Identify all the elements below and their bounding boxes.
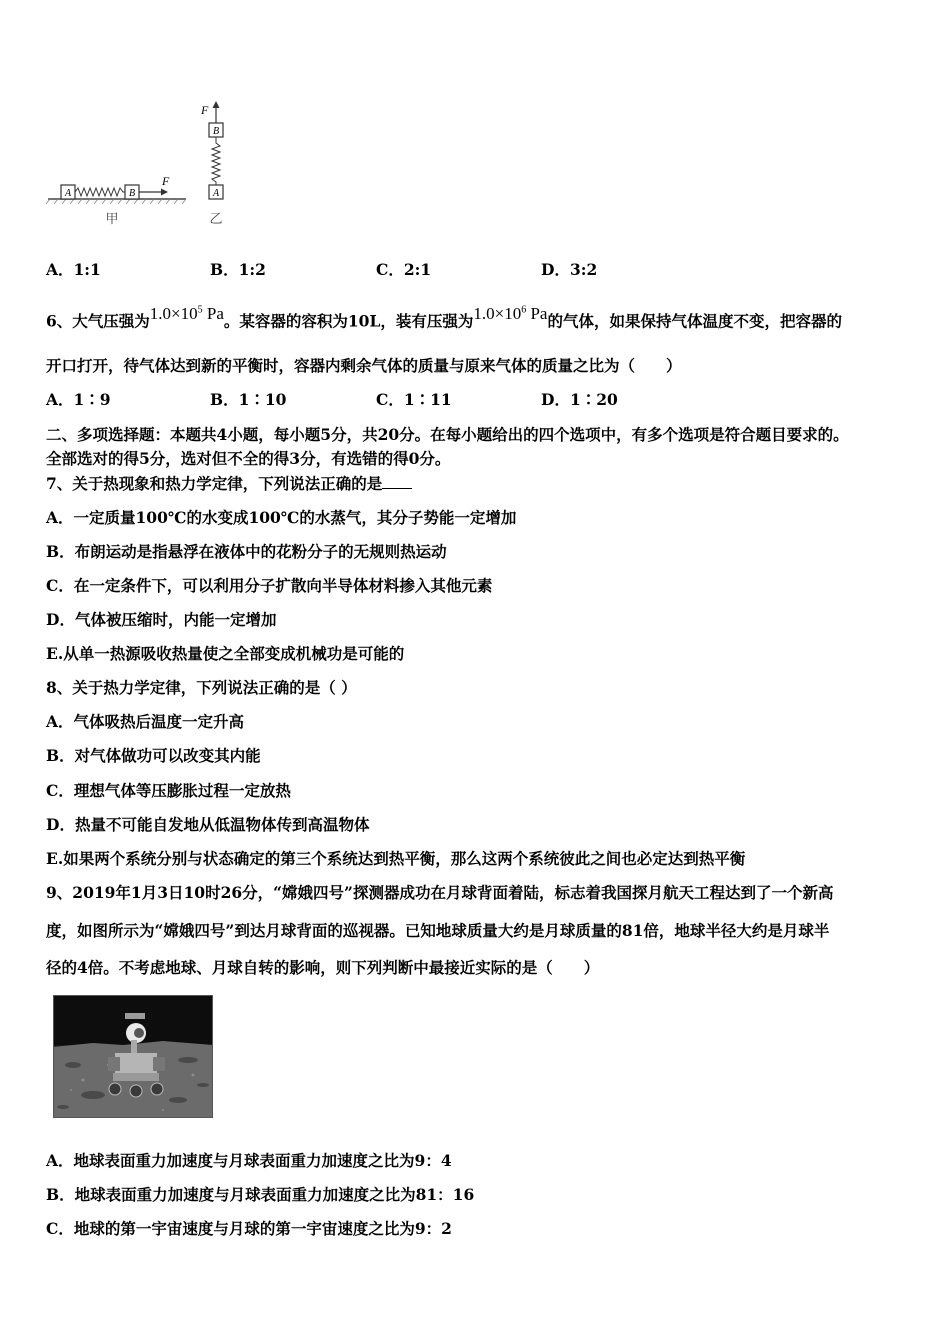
q9-stem-line2: 度，如图所示为“嫦娥四号”到达月球背面的巡视器。已知地球质量大约是月球质量的81倍，地球半径大约是月球半	[46, 921, 830, 940]
q8-option-a: A．气体吸热后温度一定升高	[46, 712, 245, 731]
p-atm: $1.0\times 10^5$ Pa	[149, 303, 224, 323]
q6-part2: 。某容器的容积为10L，装有压强为	[223, 311, 474, 331]
q6-option-a: A．1∶9	[46, 390, 111, 409]
q6-option-b: B．1∶10	[210, 390, 287, 409]
q9-option-a: A．地球表面重力加速度与月球表面重力加速度之比为9：4	[46, 1151, 452, 1170]
caption-jia: 甲	[105, 212, 119, 227]
force-label-yi: F	[201, 103, 209, 117]
p-gas: $1.0\times 10^6$ Pa	[473, 303, 548, 323]
q6-part3: 的气体，如果保持气体温度不变，把容器的	[547, 311, 842, 331]
spring-block-figure	[44, 98, 244, 230]
q5-option-b: B．1:2	[210, 260, 266, 279]
q7-option-e: E.从单一热源吸收热量使之全部变成机械功是可能的	[46, 644, 405, 663]
q6-option-d: D．1∶20	[541, 390, 618, 409]
force-label-jia: F	[162, 174, 170, 188]
q9-stem-line1: 9、2019年1月3日10时26分，“嫦娥四号”探测器成功在月球背面着陆，标志着我国探月航天工程达到了一个新高	[46, 883, 834, 902]
q9-stem-line3: 径的4倍。不考虑地球、月球自转的影响，则下列判断中最接近实际的是（ ）	[46, 958, 600, 977]
q9-option-c: C．地球的第一宇宙速度与月球的第一宇宙速度之比为9：2	[46, 1219, 452, 1238]
spring-jia	[75, 188, 125, 196]
section2-line1: 二、多项选择题：本题共4小题，每小题5分，共20分。在每小题给出的四个选项中，有多个选项是符合题目要求的。	[46, 425, 849, 444]
q9-option-b: B．地球表面重力加速度与月球表面重力加速度之比为81：16	[46, 1185, 475, 1204]
q6-part1: 6、大气压强为	[46, 311, 150, 331]
q7-stem: 7、关于热现象和热力学定律，下列说法正确的是	[46, 474, 412, 494]
q6-stem-line1	[46, 303, 842, 332]
q7-option-c: C．在一定条件下，可以利用分子扩散向半导体材料掺入其他元素	[46, 576, 493, 595]
q7-option-d: D．气体被压缩时，内能一定增加	[46, 610, 277, 629]
lunar-rover-photo	[53, 995, 213, 1118]
q6-option-c: C．1∶11	[376, 390, 452, 409]
answer-blank	[382, 474, 412, 489]
q6-stem-line2: 开口打开，待气体达到新的平衡时，容器内剩余气体的质量与原来气体的质量之比为（ ）	[46, 356, 682, 375]
q5-option-c: C．2:1	[376, 260, 432, 279]
q7-option-b: B．布朗运动是指悬浮在液体中的花粉分子的无规则热运动	[46, 542, 447, 561]
q8-option-d: D．热量不可能自发地从低温物体传到高温物体	[46, 815, 370, 834]
q8-stem: 8、关于热力学定律，下列说法正确的是（ ）	[46, 678, 357, 697]
q8-option-c: C．理想气体等压膨胀过程一定放热	[46, 781, 291, 800]
block-a-jia-label: A	[64, 188, 72, 199]
block-b-yi-label: B	[212, 126, 220, 137]
q7-option-a: A．一定质量100℃的水变成100℃的水蒸气，其分子势能一定增加	[46, 508, 517, 527]
block-a-yi-label: A	[212, 188, 220, 199]
section2-line2: 全部选对的得5分，选对但不全的得3分，有选错的得0分。	[46, 449, 451, 468]
spring-yi	[212, 137, 220, 185]
q8-option-e: E.如果两个系统分别与状态确定的第三个系统达到热平衡，那么这两个系统彼此之间也必定达到热平衡	[46, 849, 746, 868]
q5-option-d: D．3:2	[541, 260, 598, 279]
block-b-jia-label: B	[128, 188, 136, 199]
q8-option-b: B．对气体做功可以改变其内能	[46, 746, 261, 765]
caption-yi: 乙	[209, 212, 223, 227]
q5-option-a: A．1:1	[46, 260, 101, 279]
